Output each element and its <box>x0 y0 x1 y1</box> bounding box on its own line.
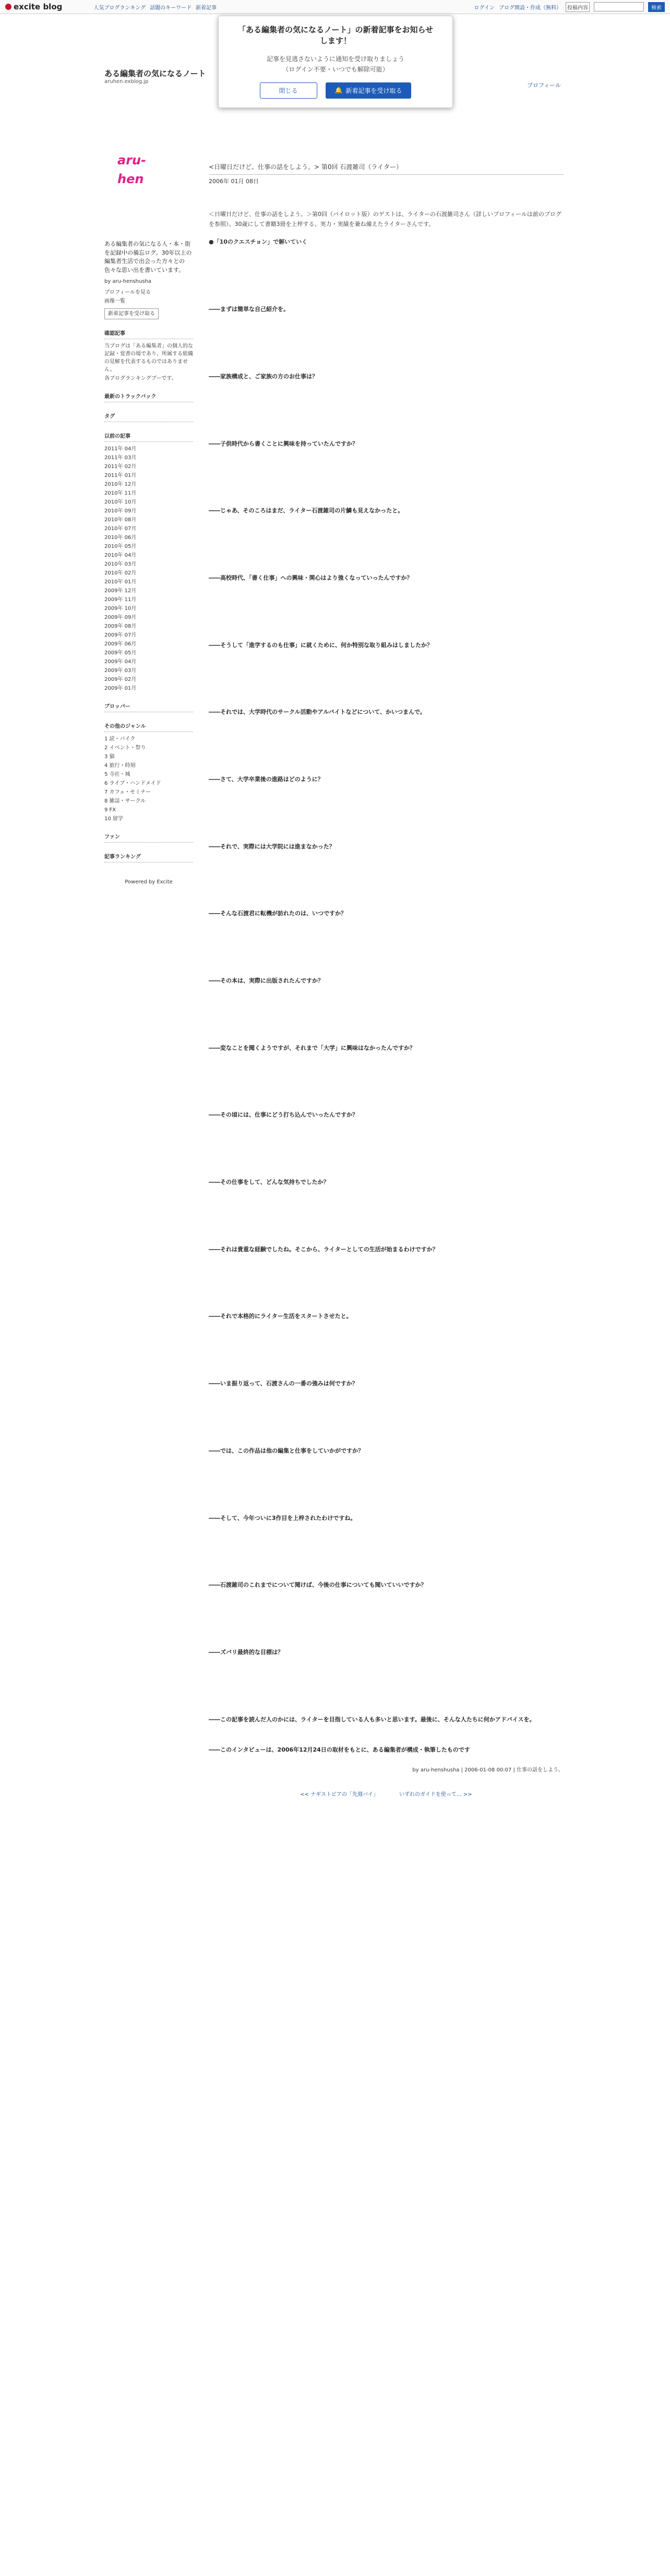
archive-item[interactable]: 2009年 08月 <box>104 624 137 629</box>
archive-list <box>104 445 193 692</box>
category-list <box>104 735 193 823</box>
interview-question: ――その頃には、仕事にどう打ち込んでいったんですか？ <box>209 1111 358 1119</box>
modal-body <box>219 54 452 75</box>
header-profile-link[interactable]: プロフィール <box>527 82 561 89</box>
archive-item[interactable]: 2011年 03月 <box>104 455 137 461</box>
trackback-section-title: 最新のトラックバック <box>104 393 193 402</box>
archive-item[interactable]: 2010年 06月 <box>104 535 137 541</box>
archive-item[interactable]: 2009年 10月 <box>104 606 137 612</box>
interview-question: ――いま振り返って、石渡さんの一番の強みは何ですか？ <box>209 1380 358 1387</box>
modal-buttons <box>219 82 452 99</box>
logo-text: excite blog <box>14 2 63 11</box>
modal-title-line1: 「ある編集者の気になるノート」の新着記事をお知らせ <box>237 25 434 34</box>
interview-question: ――それで、実際には大学院には進まなかった？ <box>209 843 335 850</box>
search-button[interactable]: 検索 <box>648 2 665 12</box>
interview-question: ――そんな石渡君に転機が訪れたのは、いつですか？ <box>209 910 346 917</box>
category-item[interactable]: 4 旅行・時刻 <box>104 763 136 769</box>
archive-item[interactable]: 2009年 02月 <box>104 677 137 682</box>
top-right <box>474 2 665 12</box>
category-item[interactable]: 6 ライブ・ハンドメイド <box>104 781 161 786</box>
category-item[interactable]: 7 カフェ・セミナー <box>104 789 151 795</box>
modal-subscribe-button[interactable] <box>326 82 412 99</box>
archive-item[interactable]: 2011年 02月 <box>104 464 137 470</box>
archive-item[interactable]: 2010年 07月 <box>104 526 137 532</box>
tags-section-title: タグ <box>104 413 193 422</box>
interview-question: ――それは貴重な経験でしたね。そこから、ライターとしての生活が始まるわけですか？ <box>209 1245 438 1253</box>
bloggers-section-title: ブロッパー <box>104 703 193 712</box>
category-item[interactable]: 3 猫 <box>104 754 115 760</box>
about-item: 当ブログは「ある編集者」の個人的な記録・覚書の場であり、所属する組織の見解を代表するものではありません。 <box>104 343 193 373</box>
interview-question: ――その本は、実際に出版されたんですか？ <box>209 977 324 985</box>
profile-link[interactable]: プロフィールを見る <box>104 290 151 295</box>
archive-item[interactable]: 2009年 12月 <box>104 588 137 594</box>
next-entry-link[interactable]: いずれのガイドを使って… >> <box>399 1791 472 1798</box>
pager <box>209 1790 564 1799</box>
nav-keyword-link[interactable]: 話題のキーワード <box>150 5 192 11</box>
modal-title <box>219 25 452 46</box>
nav-new-link[interactable]: 新着記事 <box>196 5 217 11</box>
excite-logo-icon <box>5 4 11 10</box>
modal-body-line2: （ログイン不要・いつでも解除可能） <box>282 66 389 74</box>
about-section-title: 確認記事 <box>104 330 193 339</box>
excite-logo[interactable] <box>5 2 62 11</box>
sidebar-subscribe-button[interactable]: 新着記事を受け取る <box>104 308 159 319</box>
login-link[interactable]: ログイン <box>474 5 495 11</box>
interview-question: ――石渡雑司のこれまでについて聞けば、今後の仕事についても聞いていいですか？ <box>209 1581 427 1589</box>
archive-item[interactable]: 2010年 11月 <box>104 490 137 496</box>
archive-item[interactable]: 2009年 01月 <box>104 686 137 691</box>
modal-close-button[interactable]: 閉じる <box>260 82 317 99</box>
archive-item[interactable]: 2009年 04月 <box>104 659 137 665</box>
archive-item[interactable]: 2009年 09月 <box>104 615 137 620</box>
archives-section-title: 以前の記事 <box>104 433 193 442</box>
interview-question: ――まずは簡単な自己紹介を。 <box>209 306 289 313</box>
archive-item[interactable]: 2010年 12月 <box>104 482 137 487</box>
archive-item[interactable]: 2009年 05月 <box>104 650 137 656</box>
interview-question: ――それでは、大学時代のサークル活動やアルバイトなどについて、かいつまんで。 <box>209 709 426 716</box>
search-input[interactable] <box>594 2 644 11</box>
category-item[interactable]: 9 FX <box>104 807 116 813</box>
archive-item[interactable]: 2009年 03月 <box>104 668 137 674</box>
category-item[interactable]: 10 留学 <box>104 816 123 822</box>
interview-question: ――さて、大学卒業後の進路はどのように？ <box>209 775 324 783</box>
blog-header <box>104 68 206 85</box>
image-list-link[interactable]: 画像一覧 <box>104 298 125 304</box>
interview-question: ――ズバリ最終的な目標は？ <box>209 1648 283 1656</box>
archive-item[interactable]: 2010年 02月 <box>104 570 137 576</box>
category-item[interactable]: 5 寺社・城 <box>104 772 130 777</box>
modal-subscribe-label: 新着記事を受け取る <box>345 87 402 94</box>
archive-item[interactable]: 2010年 03月 <box>104 561 137 567</box>
entry-heading: ●「10のクエスチョン」で解いていく <box>209 238 308 246</box>
archive-item[interactable]: 2009年 06月 <box>104 641 137 647</box>
category-item[interactable]: 8 雑誌・サークル <box>104 798 146 804</box>
category-item[interactable]: 2 イベント・祭り <box>104 745 146 751</box>
interview-question: ――その仕事をして、どんな気持ちでしたか？ <box>209 1179 329 1186</box>
category-item[interactable]: 1 読・バイク <box>104 736 136 742</box>
powered-by: Powered by Excite <box>125 879 173 885</box>
about-list <box>104 342 193 382</box>
question-list <box>209 305 564 1724</box>
archive-item[interactable]: 2010年 09月 <box>104 508 137 514</box>
prev-entry-link[interactable]: << ナギストピアの「先週バイ」 <box>300 1791 379 1798</box>
sidebar <box>104 153 193 886</box>
modal-title-line2: します！ <box>319 36 351 45</box>
archive-item[interactable]: 2010年 01月 <box>104 579 137 585</box>
entry-footer[interactable]: by aru-henshusha | 2006-01-08 00:07 | 仕事の話をしよう。 <box>412 1767 564 1773</box>
entry-closing: ――このインタビューは、2006年12月24日の取材をもとに、ある編集者が構成・執筆したものです <box>209 1746 470 1754</box>
category-section-title: その他のジャンル <box>104 723 193 732</box>
profile-links <box>104 289 193 305</box>
interview-question: ――そうして「進学するのも仕事」に就くために、何か特別な取り組みはしましたか？ <box>209 641 433 649</box>
archive-item[interactable]: 2011年 04月 <box>104 446 137 452</box>
main-content <box>209 162 564 1799</box>
fans-section-title: ファン <box>104 833 193 843</box>
blog-title[interactable]: ある編集者の気になるノート <box>104 69 206 78</box>
nav-ranking-link[interactable]: 人気ブログランキング <box>93 5 146 11</box>
archive-item[interactable]: 2009年 07月 <box>104 632 137 638</box>
archive-item[interactable]: 2010年 08月 <box>104 517 137 523</box>
entry-body <box>209 210 564 1755</box>
blog-url: aruhen.exblog.jp <box>104 79 149 85</box>
interview-question: ――では、この作品は他の編集と仕事をしていかがですか？ <box>209 1447 364 1454</box>
ranking-section-title: 記事ランキング <box>104 853 193 862</box>
top-bar <box>0 0 670 14</box>
interview-question: ――それで本格的にライター生活をスタートさせたと。 <box>209 1313 352 1320</box>
blog-description: ある編集者の気になる人・本・街を記録中の備忘ログ。30年以上の編集者生活で出会った方々との色々な思い出を書いています。 <box>104 241 192 273</box>
about-item[interactable]: 各ブログランキングブーです。 <box>104 376 177 381</box>
interview-question: ――高校時代、「書く仕事」への興味・関心はより強くなっていったんですか？ <box>209 574 413 581</box>
archive-item[interactable]: 2011年 01月 <box>104 473 137 478</box>
search-scope-select[interactable]: 投稿内容 <box>566 2 590 12</box>
interview-question: ――家族構成と、ご家族の方のお仕事は？ <box>209 373 318 380</box>
archive-item[interactable]: 2009年 11月 <box>104 597 137 603</box>
avatar[interactable]: aru-hen <box>117 157 159 183</box>
entry-intro: ＜日曜日だけど、仕事の話をしよう。＞第0回（パイロット版）のゲストは、ライターの石渡雑司さん（詳しいプロフィールは前のブログを参照）。30歳にして書籍3冊を上梓する、実力・実績を兼ね備えたライターさんです。 <box>209 211 561 227</box>
archive-item[interactable]: 2010年 04月 <box>104 553 137 558</box>
entry-date: 2006年 01月 08日 <box>209 178 259 185</box>
interview-question: ――この記事を読んだ人のかには、ライターを目指している人も多いと思います。最後に、そんな人たちに何かアドバイスを。 <box>209 1716 535 1723</box>
notification-modal <box>218 16 453 108</box>
archive-item[interactable]: 2010年 05月 <box>104 544 137 549</box>
interview-question: ――そして、今年ついに3作目を上梓されたわけですね。 <box>209 1514 356 1521</box>
bell-icon: 🔔 <box>334 87 343 94</box>
archive-item[interactable]: 2010年 10月 <box>104 499 137 505</box>
create-blog-link[interactable]: ブログ開設・作成（無料） <box>499 5 561 11</box>
interview-question: ――子供時代から書くことに興味を持っていたんですか？ <box>209 440 358 447</box>
modal-body-line1: 記事を見逃さないように通知を受け取りましょう <box>266 55 404 63</box>
author-link[interactable]: by aru-henshusha <box>104 279 152 284</box>
entry-breadcrumb[interactable]: <日曜日だけど、仕事の話をしよう。> 第0回 石渡雑司（ライター） <box>209 162 564 175</box>
interview-question: ――じゃあ、そのころはまだ、ライター石渡雑司の片鱗も見えなかったと。 <box>209 507 404 514</box>
interview-question: ――変なことを聞くようですが、それまで「大学」に興味はなかったんですか？ <box>209 1044 415 1051</box>
top-nav <box>93 3 217 11</box>
